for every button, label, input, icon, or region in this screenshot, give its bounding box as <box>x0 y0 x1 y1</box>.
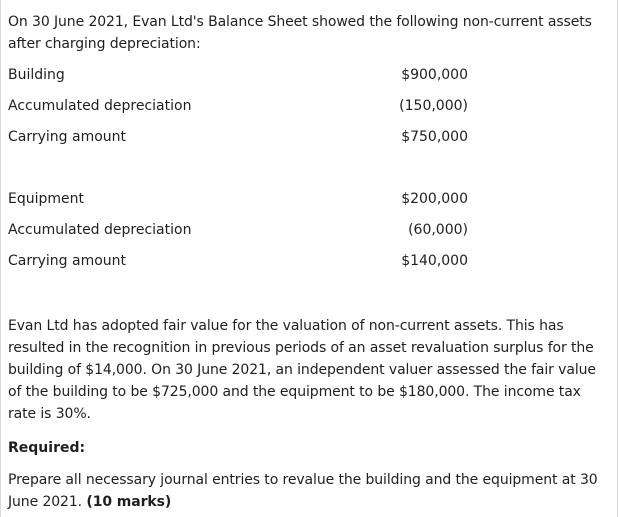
row-amount: $200,000 <box>401 191 468 207</box>
instruction-paragraph <box>8 469 608 513</box>
building-carrying-amount-row <box>8 126 468 148</box>
row-amount: $140,000 <box>401 253 468 269</box>
equipment-cost-row <box>8 188 468 210</box>
marks-label: (10 marks) <box>86 494 172 510</box>
building-cost-row <box>8 64 468 86</box>
row-label: Accumulated depreciation <box>8 98 192 114</box>
equipment-accumulated-depreciation-row <box>8 219 468 241</box>
instruction-text: Prepare all necessary journal entries to revalue the building and the equipment at 30 June 2021. <box>8 472 598 510</box>
equipment-carrying-amount-row <box>8 250 468 272</box>
narrative-paragraph: Evan Ltd has adopted fair value for the valuation of non-current assets. This has resulted in the recognition in previous periods of an asset revaluation surplus for the building of $14,000. On 30 June 2021, an independent valuer assessed the fair value of the building to be $725,000 and the equipment to be $180,000. The income tax rate is 30%. <box>8 318 596 422</box>
row-label: Carrying amount <box>8 253 127 269</box>
building-accumulated-depreciation-row <box>8 95 468 117</box>
row-amount: $900,000 <box>401 67 468 83</box>
row-label: Equipment <box>8 191 84 207</box>
row-label: Carrying amount <box>8 129 127 145</box>
row-amount: (150,000) <box>399 98 468 114</box>
row-amount: (60,000) <box>408 222 468 238</box>
row-label: Accumulated depreciation <box>8 222 192 238</box>
left-border <box>0 0 1 517</box>
intro-paragraph: On 30 June 2021, Evan Ltd's Balance Sheet showed the following non-current assets after charging depreciation: <box>8 14 592 52</box>
row-label: Building <box>8 67 65 83</box>
row-amount: $750,000 <box>401 129 468 145</box>
required-heading: Required: <box>8 440 86 456</box>
